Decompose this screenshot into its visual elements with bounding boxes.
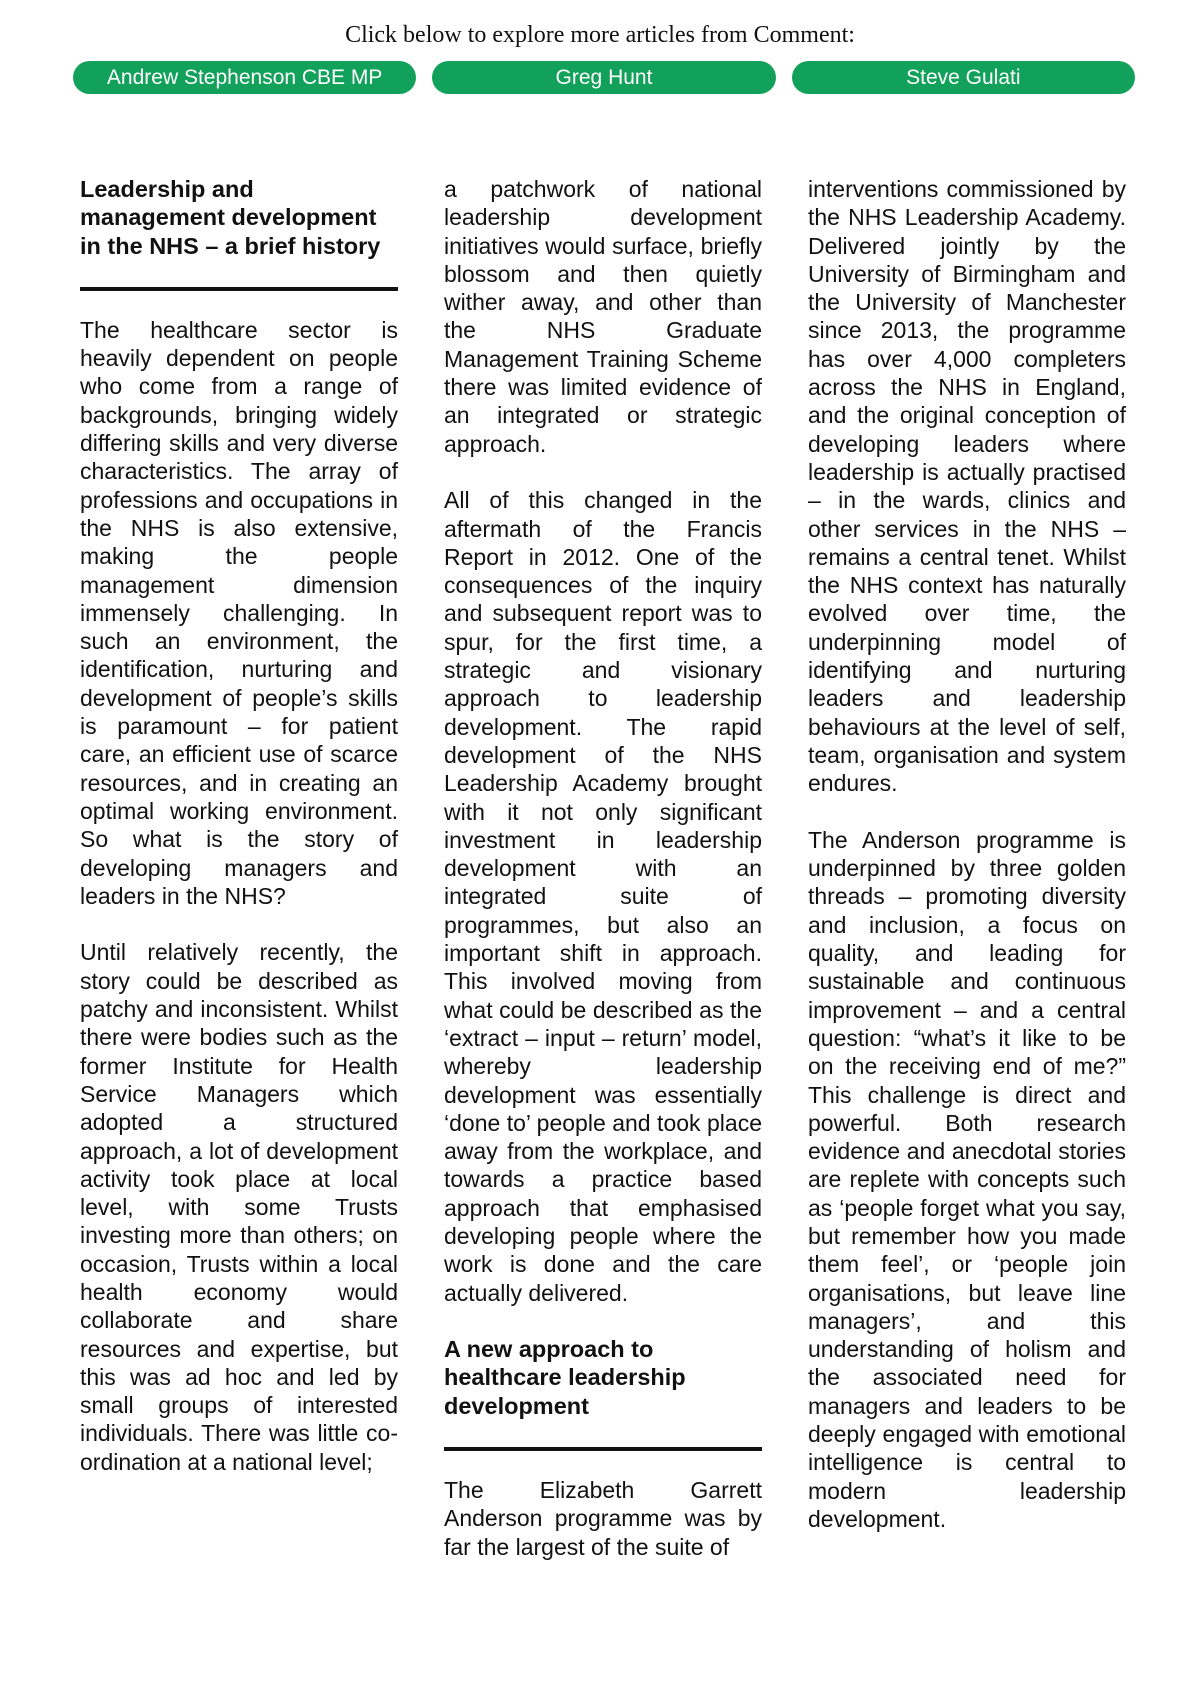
section-heading-history: Leadership and management development in the NHS – a brief history xyxy=(80,176,381,259)
article-column-1 xyxy=(80,175,398,1504)
paragraph-healthcare-sector: The healthcare sector is heavily dependent on people who come from a range of backgrounds, bringing widely differing skills and very diverse characteristics. The array of professions and occupations in the NHS is also extensive, making the people management dimension immensely challenging. In such an environment, the identification, nurturing and development of people’s skills is paramount – for patient care, an efficient use of scarce resources, and in creating an optimal working environment. So what is the story of developing managers and leaders in the NHS? xyxy=(80,316,398,909)
paragraph-francis-report: All of this changed in the aftermath of the Francis Report in 2012. One of the consequences of the inquiry and subsequent report was to spur, for the first time, a strategic and visionary approach to leadership development. The rapid development of the NHS Leadership Academy brought with it not only significant investment in leadership development with an integrated suite of programmes, but also an important shift in approach. This involved moving from what could be described as the ‘extract – input – return’ model, whereby leadership development was essentially ‘done to’ people and took place away from the workplace, and towards a practice based approach that emphasised developing people where the work is done and the care actually delivered. xyxy=(444,487,762,1306)
paragraph-until-recently: Until relatively recently, the story could be described as patchy and inconsistent. Whilst there were bodies such as the former Institute for Health Service Managers which adopted a structured approach, a lot of development activity took place at local level, with some Trusts investing more than others; on occasion, Trusts within a local health economy would collaborate and share resources and expertise, but this was ad hoc and led by small groups of interested individuals. There was little co-ordination at a national level; xyxy=(80,939,398,1475)
paragraph-anderson-programme: The Anderson programme is underpinned by three golden threads – promoting diversity and inclusion, a focus on quality, and leading for sustainable and continuous improvement – and a central question: “what’s it like to be on the receiving end of me?” This challenge is direct and powerful. Both research evidence and anecdotal stories are replete with concepts such as ‘people forget what you say, but remember how you made them feel’, or ‘people join organisations, but leave line managers’, and this understanding of holism and the associated need for managers and leaders to be deeply engaged with emotional intelligence is central to modern leadership development. xyxy=(808,826,1126,1532)
author-link-steve-gulati[interactable]: Steve Gulati xyxy=(792,61,1135,94)
article-column-2 xyxy=(444,175,762,1589)
article-column-3 xyxy=(808,175,1126,1562)
author-link-greg-hunt[interactable]: Greg Hunt xyxy=(432,61,775,94)
section-heading-new-approach: A new approach to healthcare leadership development xyxy=(444,1336,686,1419)
heading-divider xyxy=(444,1447,762,1451)
author-links xyxy=(73,61,1135,94)
paragraph-elizabeth-garrett-anderson: The Elizabeth Garrett Anderson programme was by far the largest of the suite of xyxy=(444,1477,762,1560)
paragraph-patchwork-continued: a patchwork of national leadership development initiatives would surface, briefly blossom and then quietly wither away, and other than the NHS Graduate Management Training Scheme there was limited evidence of an integrated or strategic approach. xyxy=(444,176,762,457)
explore-caption: Click below to explore more articles from Comment: xyxy=(345,22,855,48)
paragraph-interventions-continued: interventions commissioned by the NHS Leadership Academy. Delivered jointly by the University of Birmingham and the University of Manchester since 2013, the programme has over 4,000 completers across the NHS in England, and the original conception of developing leaders where leadership is actually practised – in the wards, clinics and other services in the NHS – remains a central tenet. Whilst the NHS context has naturally evolved over time, the underpinning model of identifying and nurturing leaders and leadership behaviours at the level of self, team, organisation and system endures. xyxy=(808,176,1126,797)
author-link-andrew-stephenson[interactable]: Andrew Stephenson CBE MP xyxy=(73,61,416,94)
heading-divider xyxy=(80,287,398,291)
